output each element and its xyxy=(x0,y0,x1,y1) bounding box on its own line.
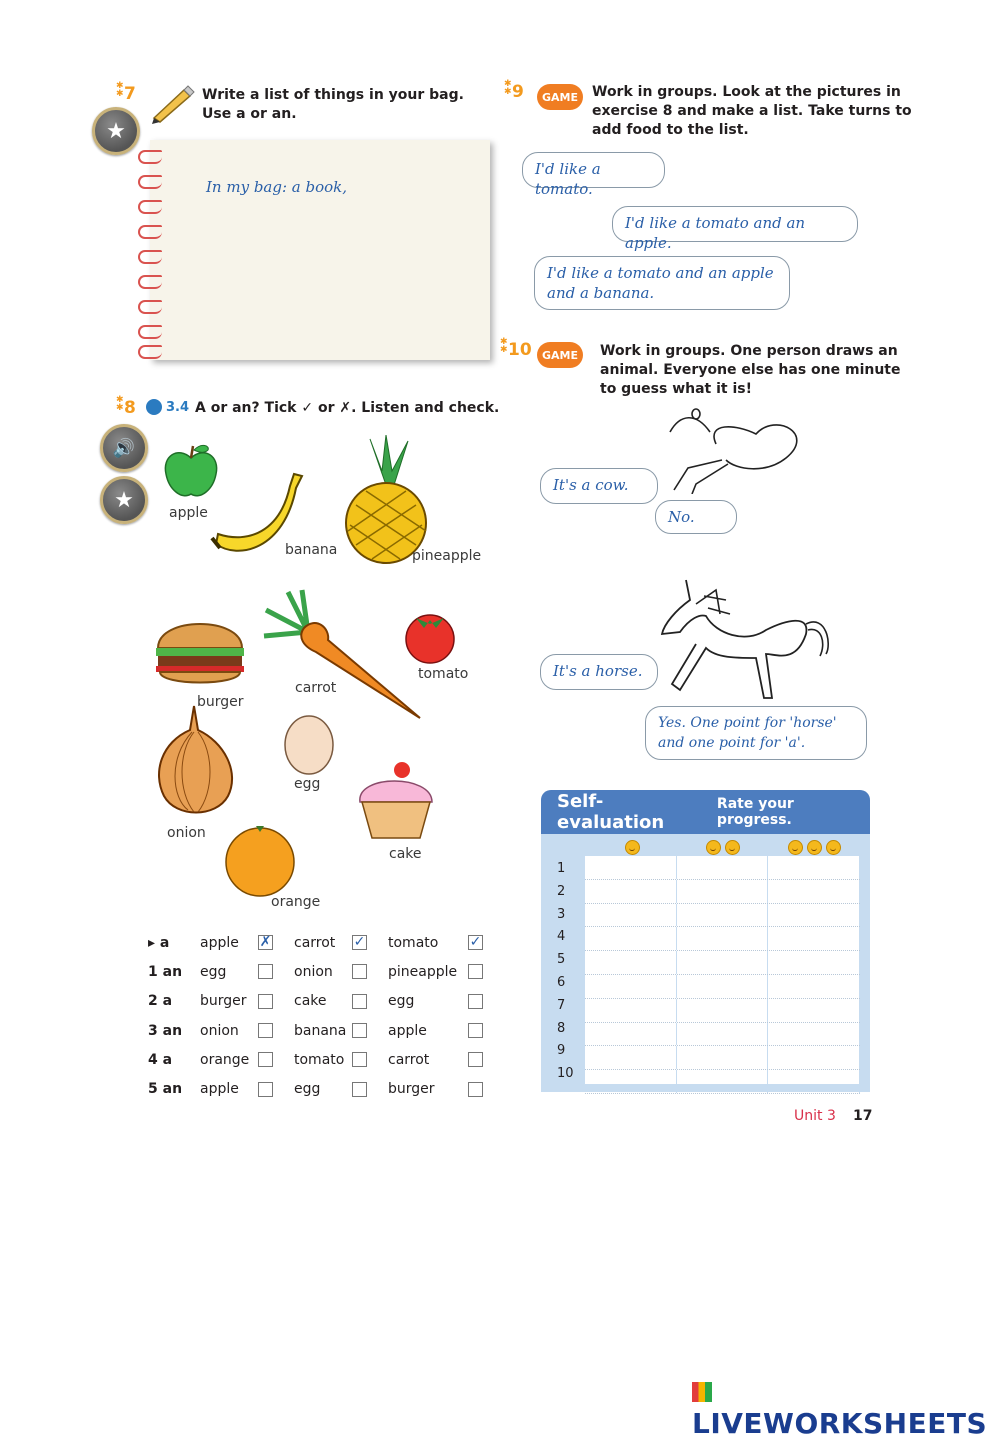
row-label: ▸ a xyxy=(148,934,170,951)
rating-cell[interactable] xyxy=(585,1023,677,1046)
rating-cell[interactable] xyxy=(768,927,860,950)
row-word: onion xyxy=(294,963,333,980)
row-word: onion xyxy=(200,1022,239,1039)
rating-cell[interactable] xyxy=(768,1070,860,1093)
rating-cell[interactable] xyxy=(585,1046,677,1069)
self-evaluation-header xyxy=(541,790,870,834)
row-word: carrot xyxy=(294,934,336,951)
speech-bubble-yes: Yes. One point for 'horse' and one point for 'a'. xyxy=(645,706,867,760)
burger-image xyxy=(152,612,248,692)
self-evaluation-title: Self-evaluation xyxy=(557,791,665,833)
self-evaluation-row-number: 2 xyxy=(557,883,566,899)
rating-cell[interactable] xyxy=(677,951,769,974)
pineapple-image xyxy=(340,435,432,565)
rating-cell[interactable] xyxy=(585,880,677,903)
tick-checkbox[interactable]: ✓ xyxy=(353,934,366,951)
rating-cell[interactable] xyxy=(677,1023,769,1046)
exercise-9-instruction: Work in groups. Look at the pictures in exercise 8 and make a list. Take turns to add food to the list. xyxy=(592,84,912,138)
tick-row xyxy=(148,957,488,986)
tick-checkbox[interactable] xyxy=(352,1052,367,1067)
row-word: apple xyxy=(200,934,239,951)
tick-checkbox[interactable]: ✗ xyxy=(259,934,272,951)
row-label: 2 a xyxy=(148,993,173,1010)
notepad-text[interactable]: In my bag: a book, xyxy=(206,178,348,196)
self-evaluation-row-number: 6 xyxy=(557,974,566,990)
exercise-7-number: ✱ ✱ 7 xyxy=(116,81,136,104)
self-evaluation-row xyxy=(585,975,860,999)
rating-cell[interactable] xyxy=(677,880,769,903)
unit-label: Unit 3 xyxy=(794,1108,836,1124)
self-evaluation-row xyxy=(585,1070,860,1094)
label-pineapple: pineapple xyxy=(412,548,482,564)
tick-row xyxy=(148,1016,488,1045)
tick-checkbox[interactable] xyxy=(468,1052,483,1067)
tick-row xyxy=(148,987,488,1016)
rating-cell[interactable] xyxy=(585,975,677,998)
self-evaluation-row xyxy=(585,999,860,1023)
orange-image xyxy=(222,822,298,898)
self-evaluation-row-number: 9 xyxy=(557,1043,566,1059)
label-onion: onion xyxy=(167,825,206,841)
star-button[interactable] xyxy=(92,107,140,155)
row-label: 1 an xyxy=(148,963,183,980)
self-evaluation-row xyxy=(585,1023,860,1047)
label-burger: burger xyxy=(197,694,244,710)
pencil-icon xyxy=(148,84,196,124)
rating-cell[interactable] xyxy=(677,904,769,927)
label-cake: cake xyxy=(389,846,422,862)
self-evaluation-row xyxy=(585,927,860,951)
self-evaluation-row-number: 7 xyxy=(557,997,566,1013)
row-word: apple xyxy=(388,1022,427,1039)
self-evaluation-row-numbers xyxy=(557,858,574,1086)
rating-cell[interactable] xyxy=(585,999,677,1022)
star-icon: ★ xyxy=(106,118,126,144)
label-carrot: carrot xyxy=(295,680,337,696)
self-evaluation-row xyxy=(585,1046,860,1070)
rating-cell[interactable] xyxy=(677,999,769,1022)
self-evaluation-row-number: 4 xyxy=(557,929,566,945)
self-evaluation-row-number: 3 xyxy=(557,906,566,922)
self-evaluation-row xyxy=(585,856,860,880)
label-apple: apple xyxy=(169,505,208,521)
label-egg: egg xyxy=(294,776,321,792)
tick-checkbox[interactable] xyxy=(468,994,483,1009)
tick-checkbox[interactable] xyxy=(258,964,273,979)
tick-checkbox[interactable] xyxy=(352,994,367,1009)
self-evaluation-row-number: 10 xyxy=(557,1066,574,1082)
rating-cell[interactable] xyxy=(768,880,860,903)
row-word: pineapple xyxy=(388,963,458,980)
row-word: burger xyxy=(200,993,247,1010)
speech-bubble-no: No. xyxy=(655,500,737,534)
speech-bubble-3: I'd like a tomato and an apple and a banana. xyxy=(534,256,790,310)
self-evaluation-row-number: 5 xyxy=(557,952,566,968)
self-evaluation-row-number: 8 xyxy=(557,1020,566,1036)
row-word: egg xyxy=(294,1081,321,1098)
rating-cell[interactable] xyxy=(677,927,769,950)
rating-cell[interactable] xyxy=(768,856,860,879)
rating-cell[interactable] xyxy=(768,951,860,974)
rating-cell[interactable] xyxy=(585,904,677,927)
row-word: egg xyxy=(388,993,415,1010)
track-number: 3.4 xyxy=(166,400,190,415)
row-word: apple xyxy=(200,1081,239,1098)
liveworksheets-logo-icon xyxy=(692,1382,712,1402)
tick-checkbox[interactable] xyxy=(352,964,367,979)
row-word: carrot xyxy=(388,1051,430,1068)
rating-cell[interactable] xyxy=(677,975,769,998)
label-banana: banana xyxy=(285,542,338,558)
self-evaluation-panel xyxy=(541,790,870,1092)
rating-cell[interactable] xyxy=(677,1070,769,1093)
tick-checkbox[interactable] xyxy=(352,1082,367,1097)
tick-row xyxy=(148,1074,488,1103)
row-label: 4 a xyxy=(148,1051,173,1068)
speech-bubble-cow: It's a cow. xyxy=(540,468,658,504)
row-word: burger xyxy=(388,1081,435,1098)
tick-checkbox[interactable]: ✓ xyxy=(469,934,482,951)
exercise-8-instruction: A or an? Tick ✓ or ✗. Listen and check. xyxy=(195,400,500,416)
self-evaluation-subtitle: Rate your progress. xyxy=(716,796,794,828)
horse-drawing xyxy=(656,574,836,704)
tick-row xyxy=(148,928,488,957)
self-evaluation-row xyxy=(585,951,860,975)
speech-bubble-1: I'd like a tomato. xyxy=(522,152,665,188)
rating-cell[interactable] xyxy=(768,904,860,927)
audio-track-icon xyxy=(146,399,162,415)
rating-cell[interactable] xyxy=(585,856,677,879)
tick-checkbox[interactable] xyxy=(258,1082,273,1097)
speech-bubble-2: I'd like a tomato and an apple. xyxy=(612,206,858,242)
self-evaluation-row xyxy=(585,904,860,928)
cake-image xyxy=(356,758,436,842)
exercise-8-number: ✱ ✱ 8 xyxy=(116,395,136,418)
row-word: banana xyxy=(294,1022,347,1039)
tick-row xyxy=(148,1045,488,1074)
tick-checkbox[interactable] xyxy=(468,1082,483,1097)
exercise-10-instruction: Work in groups. One person draws an animal. Everyone else has one minute to guess what it is! xyxy=(600,343,901,397)
label-orange: orange xyxy=(271,894,321,910)
rating-cell[interactable] xyxy=(585,951,677,974)
rating-cell[interactable] xyxy=(585,1070,677,1093)
rating-cell[interactable] xyxy=(585,927,677,950)
row-word: cake xyxy=(294,993,327,1010)
rating-cell[interactable] xyxy=(768,975,860,998)
row-word: egg xyxy=(200,963,227,980)
game-badge: GAME xyxy=(537,84,583,110)
speaker-icon: 🔊 xyxy=(112,437,136,459)
tick-checkbox[interactable] xyxy=(468,1023,483,1038)
liveworksheets-logo: LIVEWORKSHEETS xyxy=(692,1374,1000,1440)
row-label: 5 an xyxy=(148,1081,183,1098)
exercise-10-number: ✱ ✱ 10 xyxy=(500,337,532,360)
row-label: 3 an xyxy=(148,1022,183,1039)
row-word: tomato xyxy=(294,1051,345,1068)
self-evaluation-row-number: 1 xyxy=(557,861,566,876)
rating-cell[interactable] xyxy=(768,1023,860,1046)
rating-cell[interactable] xyxy=(768,999,860,1022)
star-icon: ★ xyxy=(114,487,134,513)
game-badge-2: GAME xyxy=(537,342,583,368)
onion-image xyxy=(152,702,238,818)
rating-cell[interactable] xyxy=(768,1046,860,1069)
exercise-9-number: ✱ ✱ 9 xyxy=(504,79,524,102)
rating-cell[interactable] xyxy=(677,856,769,879)
tick-checkbox[interactable] xyxy=(258,1023,273,1038)
star-button-2[interactable] xyxy=(100,476,148,524)
egg-image xyxy=(282,710,336,776)
tomato-image xyxy=(400,606,460,664)
tick-table xyxy=(148,928,488,1104)
tick-checkbox[interactable] xyxy=(352,1023,367,1038)
exercise-7-instruction: Write a list of things in your bag. Use a or an. xyxy=(202,87,464,122)
self-evaluation-grid xyxy=(585,856,860,1084)
speech-bubble-horse: It's a horse. xyxy=(540,654,658,690)
cow-drawing xyxy=(666,404,816,494)
rating-cell[interactable] xyxy=(677,1046,769,1069)
row-word: tomato xyxy=(388,934,439,951)
audio-button[interactable] xyxy=(100,424,148,472)
tick-checkbox[interactable] xyxy=(258,994,273,1009)
label-tomato: tomato xyxy=(418,666,469,682)
tick-checkbox[interactable] xyxy=(468,964,483,979)
page-number: 17 xyxy=(853,1108,873,1124)
notepad xyxy=(150,140,490,360)
row-word: orange xyxy=(200,1051,250,1068)
tick-checkbox[interactable] xyxy=(258,1052,273,1067)
self-evaluation-row xyxy=(585,880,860,904)
